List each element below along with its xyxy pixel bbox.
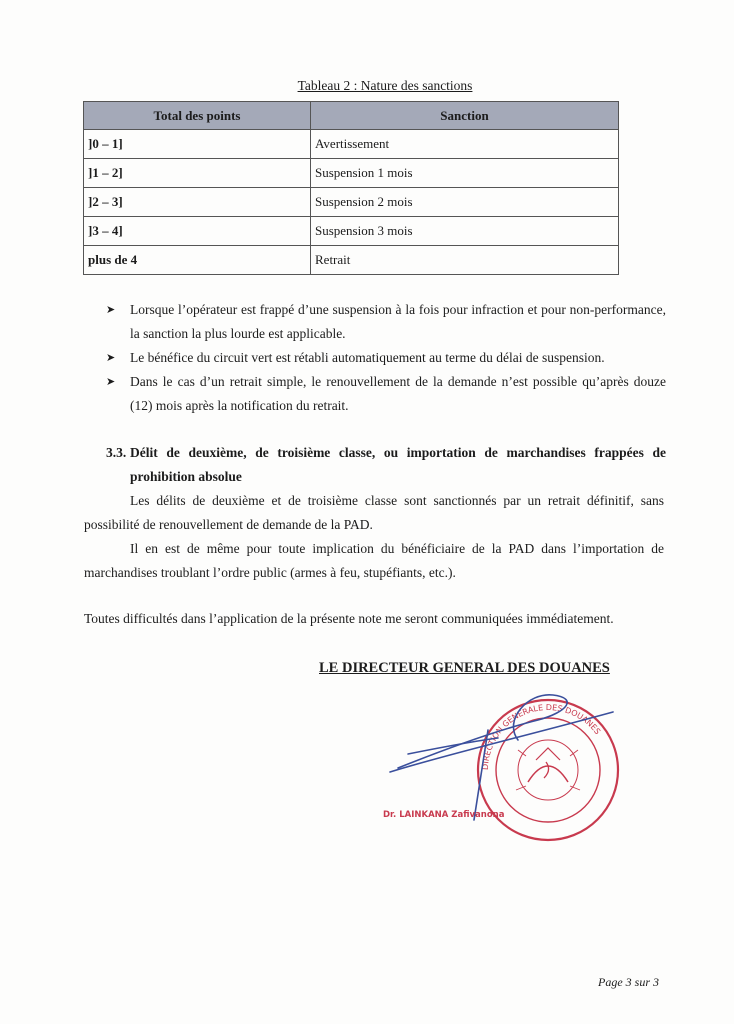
closing-paragraph: Toutes difficultés dans l’application de la présente note me seront communiquées immédiatement. bbox=[84, 611, 614, 626]
sanction-cell: Avertissement bbox=[311, 130, 619, 159]
table-row bbox=[84, 130, 619, 159]
arrow-bullet-icon: ➤ bbox=[106, 352, 116, 364]
points-cell: ]1 – 2] bbox=[84, 159, 311, 188]
sanctions-table bbox=[83, 101, 619, 275]
table-row bbox=[84, 217, 619, 246]
official-stamp-seal bbox=[378, 690, 648, 860]
points-cell: ]3 – 4] bbox=[84, 217, 311, 246]
points-cell: ]0 – 1] bbox=[84, 130, 311, 159]
section-paragraph-2 bbox=[84, 537, 664, 585]
bullet-text: Le bénéfice du circuit vert est rétabli automatiquement au terme du délai de suspension. bbox=[130, 350, 605, 365]
table-caption: Tableau 2 : Nature des sanctions bbox=[297, 78, 473, 93]
sanction-cell: Suspension 3 mois bbox=[311, 217, 619, 246]
list-item bbox=[106, 370, 666, 418]
name-stamp: Dr. LAINKANA Zafivanona bbox=[383, 810, 505, 820]
header-points: Total des points bbox=[84, 102, 311, 130]
section-paragraph-1 bbox=[84, 489, 664, 537]
bullet-text: Dans le cas d’un retrait simple, le renouvellement de la demande n’est possible qu’après douze (12) mois après la notification du retrait. bbox=[130, 374, 666, 413]
sanction-cell: Retrait bbox=[311, 246, 619, 275]
sanction-cell: Suspension 1 mois bbox=[311, 159, 619, 188]
paragraph-text: Il en est de même pour toute implication du bénéficiaire de la PAD dans l’importation de marchandises troublant l’ordre public (armes à feu, stupéfiants, etc.). bbox=[84, 541, 664, 580]
list-item bbox=[106, 346, 666, 370]
bullet-text: Lorsque l’opérateur est frappé d’une suspension à la fois pour infraction et pour non-performance, la sanction la plus lourde est applicable. bbox=[130, 302, 666, 341]
arrow-bullet-icon: ➤ bbox=[106, 376, 116, 388]
section-title: Délit de deuxième, de troisième classe, ou importation de marchandises frappées de prohibition absolue bbox=[130, 445, 666, 484]
points-cell: plus de 4 bbox=[84, 246, 311, 275]
list-item bbox=[106, 298, 666, 346]
section-heading bbox=[106, 441, 666, 489]
arrow-bullet-icon: ➤ bbox=[106, 304, 116, 316]
bullet-list bbox=[106, 298, 666, 418]
table-row bbox=[84, 188, 619, 217]
points-cell: ]2 – 3] bbox=[84, 188, 311, 217]
table-header-row bbox=[84, 102, 619, 130]
svg-text:DIRECTION GENERALE DES DOUANES: DIRECTION GENERALE DES DOUANES bbox=[480, 702, 603, 771]
paragraph-text: Les délits de deuxième et de troisième classe sont sanctionnés par un retrait définitif, sans possibilité de renouvellement de demande de la PAD. bbox=[84, 493, 664, 532]
section-number: 3.3. bbox=[106, 445, 127, 460]
signatory-title: LE DIRECTEUR GENERAL DES DOUANES bbox=[319, 660, 610, 676]
page-number: Page 3 sur 3 bbox=[598, 975, 659, 989]
header-sanction: Sanction bbox=[311, 102, 619, 130]
table-row bbox=[84, 246, 619, 275]
table-row bbox=[84, 159, 619, 188]
sanction-cell: Suspension 2 mois bbox=[311, 188, 619, 217]
